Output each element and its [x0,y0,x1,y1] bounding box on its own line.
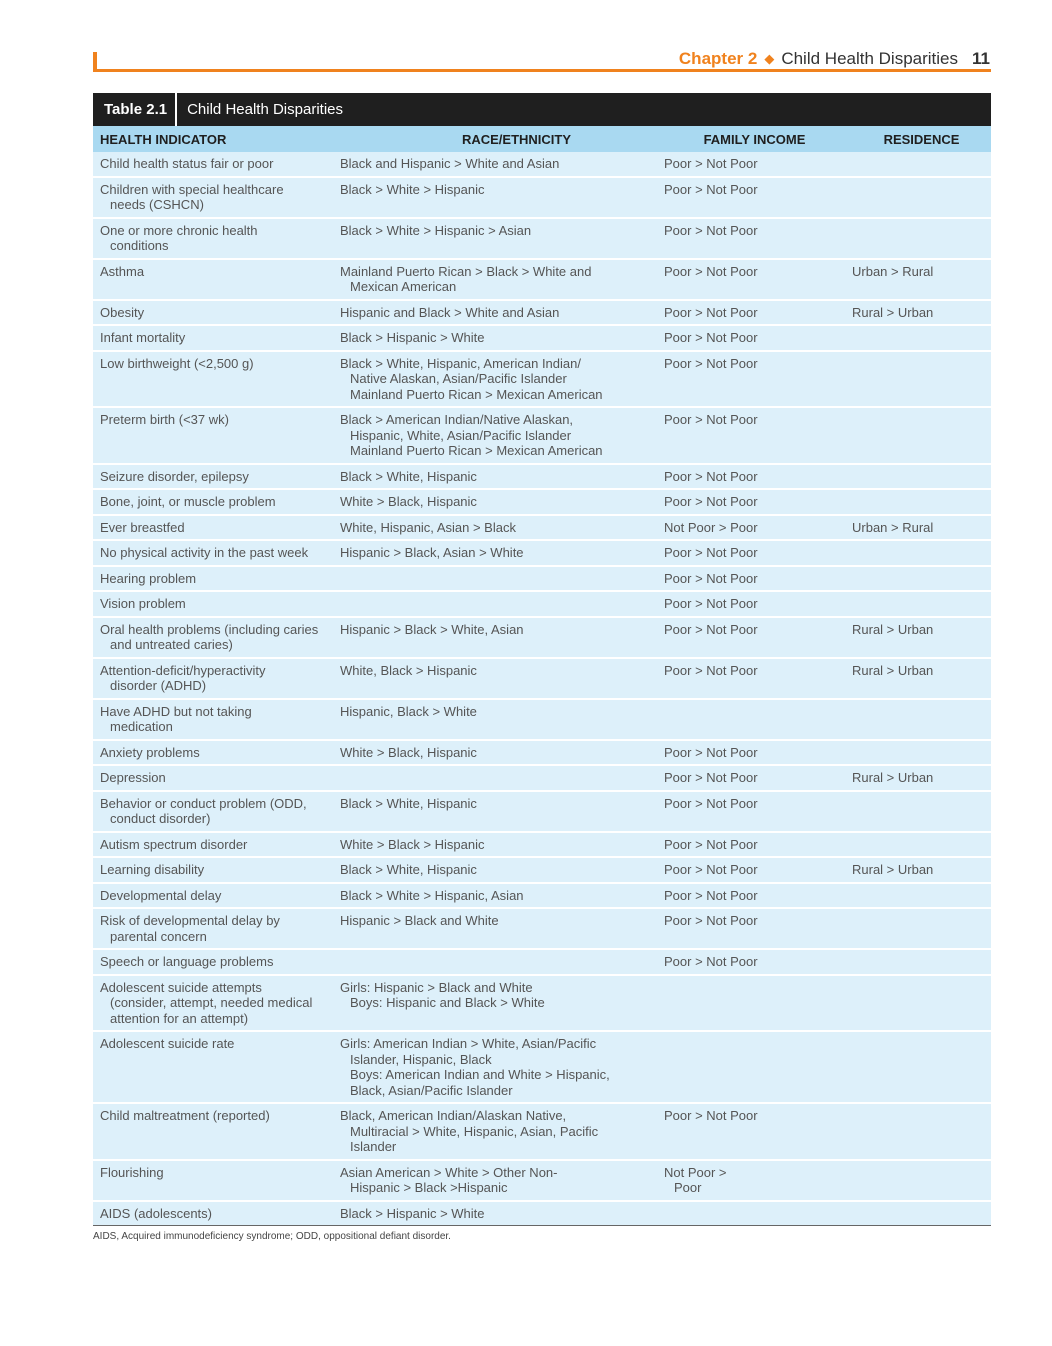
cell-race-ethnicity [340,571,657,587]
cell-line: Autism spectrum disorder [100,836,248,852]
cell-residence [852,796,991,827]
cell-health-indicator [93,888,340,904]
cell-residence [852,520,991,536]
cell-residence [852,182,991,213]
cell-race-ethnicity [340,305,657,321]
cell-line: Oral health problems (including caries [100,621,319,637]
cell-line: Poor > Not Poor [664,913,758,928]
cell-line: Black > White > Hispanic [340,181,485,197]
cell-line: Boys: American Indian and White > Hispanic, [350,1067,610,1082]
cell-line: Risk of developmental delay by [100,913,280,928]
cell-family-income [657,622,852,653]
cell-line: Asian American > White > Other Non- [340,1164,558,1180]
header-residence: RESIDENCE [883,131,960,147]
cell-line: Flourishing [100,1164,164,1180]
cell-race-ethnicity [340,223,657,254]
cell-line: Seizure disorder, epilepsy [100,468,249,484]
cell-line: Poor > Not Poor [664,468,758,484]
table-row [93,976,991,1033]
cell-line: Urban > Rural [852,519,934,535]
cell-line: Poor > Not Poor [664,222,758,238]
cell-residence [852,888,991,904]
cell-line: No physical activity in the past week [100,545,309,560]
cell-residence [852,770,991,786]
cell-family-income [657,704,852,735]
cell-health-indicator [93,494,340,510]
cell-line: Black > Hispanic > White [340,330,485,345]
cell-line: Poor > Not Poor [664,494,758,509]
cell-line: Poor > Not Poor [664,795,758,811]
cell-health-indicator [93,862,340,878]
cell-line: Native Alaskan, Asian/Pacific Islander [350,371,567,386]
cell-line: Hearing problem [100,570,197,586]
cell-line: Asthma [100,263,145,279]
cell-race-ethnicity [340,954,657,970]
cell-line: Black > White, Hispanic [340,795,477,811]
cell-line: Poor > Not Poor [664,156,758,171]
cell-line: Black > White, Hispanic, American Indian/ [340,355,581,371]
table-row [93,884,991,910]
health-disparities-table [93,93,991,1226]
cell-family-income [657,1108,852,1155]
cell-family-income [657,1036,852,1098]
cell-residence [852,356,991,403]
table-footnote: AIDS, Acquired immunodeficiency syndrome; ODD, oppositional defiant disorder. [93,1231,451,1242]
table-row [93,301,991,327]
cell-health-indicator [93,596,340,612]
cell-line: Poor [674,1180,702,1195]
cell-health-indicator [93,663,340,694]
cell-health-indicator [93,156,340,172]
cell-family-income [657,412,852,459]
table-row [93,858,991,884]
cell-family-income [657,182,852,213]
table-row [93,219,991,260]
table-row [93,1104,991,1161]
cell-family-income [657,980,852,1027]
diamond-icon: ◆ [764,51,775,66]
cell-line: Hispanic and Black > White and Asian [340,304,560,320]
cell-line: AIDS (adolescents) [100,1205,212,1221]
cell-health-indicator [93,356,340,403]
cell-line: Rural > Urban [852,621,934,637]
cell-race-ethnicity [340,837,657,853]
cell-line: Adolescent suicide attempts [100,979,262,995]
cell-line: Rural > Urban [852,304,934,320]
cell-health-indicator [93,520,340,536]
cell-race-ethnicity [340,545,657,561]
cell-line: Poor > Not Poor [664,181,758,197]
cell-family-income [657,663,852,694]
cell-residence [852,545,991,561]
cell-health-indicator [93,1206,340,1222]
cell-line: White > Black, Hispanic [340,744,477,760]
cell-health-indicator [93,412,340,459]
cell-residence [852,494,991,510]
cell-health-indicator [93,980,340,1027]
cell-health-indicator [93,770,340,786]
cell-line: Learning disability [100,862,205,877]
table-body [93,152,991,1226]
cell-health-indicator [93,571,340,587]
table-row [93,792,991,833]
cell-residence [852,980,991,1027]
cell-race-ethnicity [340,156,657,172]
cell-family-income [657,888,852,904]
cell-line: Poor > Not Poor [664,1108,758,1123]
cell-line: Black > White, Hispanic [340,468,477,484]
cell-line: Mainland Puerto Rican > Black > White and [340,263,592,279]
cell-race-ethnicity [340,1036,657,1098]
cell-residence [852,745,991,761]
table-title: Child Health Disparities [187,101,343,118]
cell-residence [852,305,991,321]
header-family-income: FAMILY INCOME [703,131,806,147]
cell-race-ethnicity [340,412,657,459]
cell-line: needs (CSHCN) [110,197,204,212]
cell-residence [852,330,991,346]
cell-line: White, Black > Hispanic [340,662,477,678]
cell-race-ethnicity [340,469,657,485]
cell-health-indicator [93,796,340,827]
cell-residence [852,469,991,485]
cell-line: Boys: Hispanic and Black > White [350,995,545,1010]
cell-health-indicator [93,330,340,346]
cell-residence [852,663,991,694]
cell-line: Islander, Hispanic, Black [350,1051,492,1067]
cell-line: Poor > Not Poor [664,355,758,371]
cell-line: White, Hispanic, Asian > Black [340,519,516,535]
cell-line: attention for an attempt) [110,1010,249,1026]
cell-family-income [657,913,852,944]
cell-race-ethnicity [340,1206,657,1222]
cell-line: Poor > Not Poor [664,887,758,903]
cell-line: Poor > Not Poor [664,621,758,637]
running-head [679,49,990,69]
cell-family-income [657,356,852,403]
cell-line: Poor > Not Poor [664,744,758,760]
cell-line: Obesity [100,304,145,320]
cell-family-income [657,571,852,587]
cell-line: Speech or language problems [100,954,274,969]
cell-health-indicator [93,745,340,761]
cell-line: Mexican American [350,279,457,294]
cell-health-indicator [93,182,340,213]
cell-family-income [657,520,852,536]
cell-line: Poor > Not Poor [664,862,758,877]
cell-line: Mainland Puerto Rican > Mexican American [350,443,603,458]
table-row [93,490,991,516]
cell-race-ethnicity [340,494,657,510]
running-head-title: Child Health Disparities [781,49,959,68]
cell-family-income [657,796,852,827]
cell-line: Preterm birth (<37 wk) [100,412,229,427]
cell-family-income [657,469,852,485]
cell-line: Mainland Puerto Rican > Mexican American [350,386,603,402]
cell-line: Black > White > Hispanic, Asian [340,887,524,903]
cell-line: Adolescent suicide rate [100,1036,235,1051]
table-row [93,516,991,542]
cell-line: Poor > Not Poor [664,596,758,611]
cell-health-indicator [93,1108,340,1155]
cell-race-ethnicity [340,913,657,944]
cell-residence [852,622,991,653]
cell-line: One or more chronic health [100,222,258,238]
cell-health-indicator [93,622,340,653]
cell-line: Vision problem [100,596,186,611]
cell-line: Black, Asian/Pacific Islander [350,1082,513,1098]
cell-line: Anxiety problems [100,744,200,760]
cell-family-income [657,770,852,786]
cell-race-ethnicity [340,704,657,735]
cell-line: Girls: American Indian > White, Asian/Pacific [340,1036,597,1051]
cell-line: conditions [110,238,169,253]
cell-residence [852,1108,991,1155]
cell-line: Poor > Not Poor [664,570,758,586]
cell-line: Not Poor > Poor [664,519,758,535]
cell-race-ethnicity [340,622,657,653]
cell-health-indicator [93,704,340,735]
table-row [93,352,991,409]
cell-line: Ever breastfed [100,519,185,535]
cell-health-indicator [93,264,340,295]
cell-family-income [657,1206,852,1222]
cell-residence [852,862,991,878]
cell-family-income [657,330,852,346]
table-row [93,1032,991,1104]
cell-family-income [657,264,852,295]
cell-line: Behavior or conduct problem (ODD, [100,795,307,811]
cell-line: White > Black, Hispanic [340,494,477,509]
cell-line: Hispanic > Black > White, Asian [340,621,524,637]
cell-line: Hispanic, White, Asian/Pacific Islander [350,427,572,443]
cell-family-income [657,862,852,878]
table-row [93,541,991,567]
cell-family-income [657,305,852,321]
table-row [93,326,991,352]
cell-health-indicator [93,469,340,485]
table-row [93,567,991,593]
table-row [93,700,991,741]
cell-race-ethnicity [340,770,657,786]
cell-line: Poor > Not Poor [664,770,758,785]
table-row [93,659,991,700]
cell-line: Hispanic > Black and White [340,913,499,928]
cell-line: Poor > Not Poor [664,263,758,279]
cell-line: Developmental delay [100,887,222,903]
cell-family-income [657,1165,852,1196]
cell-line: Black > American Indian/Native Alaskan, [340,412,574,427]
cell-residence [852,264,991,295]
cell-health-indicator [93,305,340,321]
cell-family-income [657,545,852,561]
table-caption [93,93,991,126]
cell-line: Hispanic > Black, Asian > White [340,545,524,560]
cell-line: Child maltreatment (reported) [100,1108,270,1123]
cell-residence [852,837,991,853]
cell-line: Attention-deficit/hyperactivity [100,662,266,678]
cell-line: Poor > Not Poor [664,330,758,345]
cell-residence [852,954,991,970]
cell-residence [852,913,991,944]
cell-race-ethnicity [340,264,657,295]
cell-line: Poor > Not Poor [664,662,758,678]
cell-family-income [657,954,852,970]
table-number: Table 2.1 [93,93,177,126]
cell-line: Rural > Urban [852,662,934,678]
cell-line: Islander [350,1139,397,1154]
cell-health-indicator [93,913,340,944]
cell-race-ethnicity [340,888,657,904]
cell-family-income [657,223,852,254]
cell-line: Infant mortality [100,330,186,345]
table-row [93,260,991,301]
cell-line: Poor > Not Poor [664,836,758,852]
cell-family-income [657,745,852,761]
cell-line: Low birthweight (<2,500 g) [100,355,254,371]
cell-race-ethnicity [340,356,657,403]
cell-line: White > Black > Hispanic [340,836,485,852]
table-row [93,465,991,491]
cell-line: Child health status fair or poor [100,156,274,171]
cell-race-ethnicity [340,796,657,827]
table-header-row [93,126,991,152]
cell-line: Poor > Not Poor [664,545,758,560]
table-row [93,1202,991,1226]
table-row [93,766,991,792]
page-number: 11 [972,49,990,68]
cell-line: Poor > Not Poor [664,954,758,969]
cell-residence [852,156,991,172]
cell-residence [852,596,991,612]
cell-race-ethnicity [340,330,657,346]
table-row [93,909,991,950]
cell-line: Multiracial > White, Hispanic, Asian, Pacific [350,1123,599,1139]
cell-family-income [657,156,852,172]
cell-health-indicator [93,1165,340,1196]
cell-line: Depression [100,770,166,785]
cell-line: Hispanic, Black > White [340,703,477,719]
cell-health-indicator [93,545,340,561]
cell-residence [852,1206,991,1222]
cell-race-ethnicity [340,663,657,694]
cell-line: Hispanic > Black >Hispanic [350,1180,508,1195]
cell-line: Black > Hispanic > White [340,1205,485,1221]
cell-race-ethnicity [340,182,657,213]
cell-line: Not Poor > [664,1164,727,1180]
cell-line: Girls: Hispanic > Black and White [340,979,533,995]
table-row [93,618,991,659]
cell-family-income [657,494,852,510]
cell-health-indicator [93,954,340,970]
cell-race-ethnicity [340,1165,657,1196]
cell-residence [852,704,991,735]
table-row [93,1161,991,1202]
cell-line: Have ADHD but not taking [100,703,252,719]
table-row [93,833,991,859]
cell-race-ethnicity [340,980,657,1027]
cell-line: Bone, joint, or muscle problem [100,494,276,509]
cell-line: Black, American Indian/Alaskan Native, [340,1108,567,1123]
cell-line: Children with special healthcare [100,181,284,197]
cell-health-indicator [93,223,340,254]
cell-residence [852,1165,991,1196]
table-row [93,152,991,178]
cell-family-income [657,837,852,853]
cell-line: medication [110,719,173,734]
cell-residence [852,571,991,587]
cell-race-ethnicity [340,520,657,536]
cell-residence [852,223,991,254]
cell-family-income [657,596,852,612]
cell-line: Black and Hispanic > White and Asian [340,156,560,171]
cell-health-indicator [93,837,340,853]
cell-line: Rural > Urban [852,862,934,877]
cell-residence [852,1036,991,1098]
cell-race-ethnicity [340,596,657,612]
cell-line: Poor > Not Poor [664,412,758,427]
cell-line: Urban > Rural [852,263,934,279]
cell-race-ethnicity [340,745,657,761]
cell-line: Black > White > Hispanic > Asian [340,222,532,238]
table-row [93,592,991,618]
cell-race-ethnicity [340,862,657,878]
table-row [93,741,991,767]
cell-line: Poor > Not Poor [664,304,758,320]
cell-line: conduct disorder) [110,811,211,826]
table-row [93,408,991,465]
cell-line: (consider, attempt, needed medical [110,995,313,1010]
header-health-indicator: HEALTH INDICATOR [100,131,227,147]
header-race-ethnicity: RACE/ETHNICITY [461,131,572,147]
cell-line: Black > White, Hispanic [340,862,477,877]
cell-line: parental concern [110,928,207,944]
cell-residence [852,412,991,459]
cell-race-ethnicity [340,1108,657,1155]
cell-health-indicator [93,1036,340,1098]
cell-line: Rural > Urban [852,770,934,785]
cell-line: disorder (ADHD) [110,678,207,693]
cell-line: and untreated caries) [110,637,233,652]
chapter-label: Chapter 2 [678,49,758,68]
table-row [93,950,991,976]
table-row [93,178,991,219]
